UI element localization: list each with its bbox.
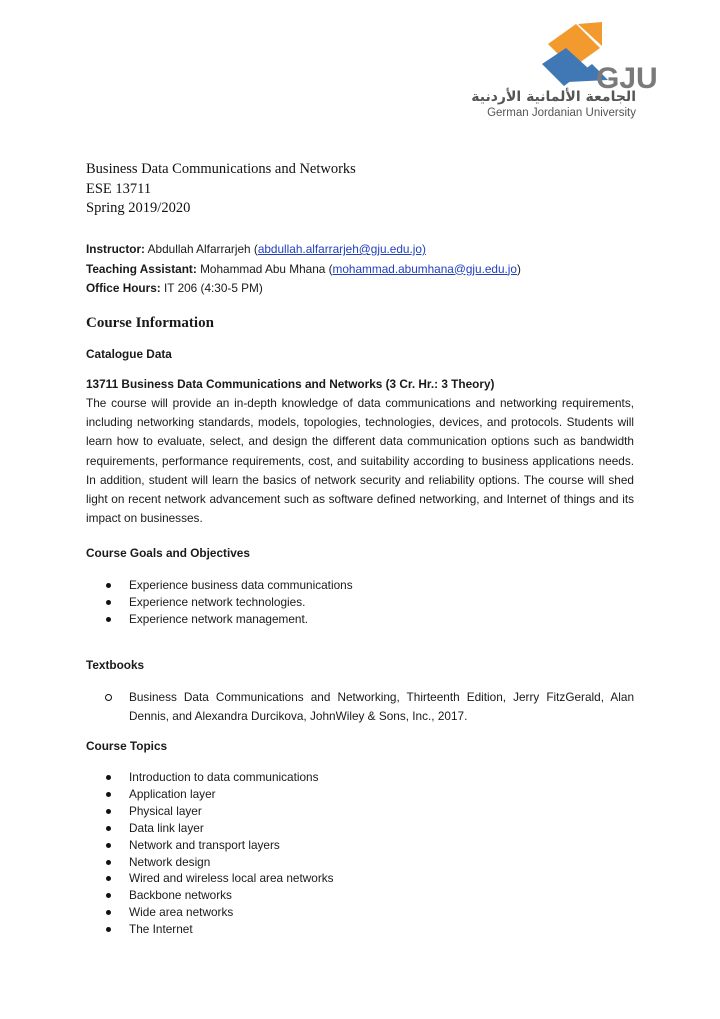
list-item-text: Network and transport layers [129,837,280,852]
semester: Spring 2019/2020 [86,200,191,216]
list-item [86,904,334,921]
list-item [86,803,334,820]
bullet-icon [106,860,111,865]
topics-heading: Course Topics [86,739,168,753]
ta-label: Teaching Assistant: [86,261,197,276]
list-item [86,820,334,837]
bullet-icon [106,809,111,814]
list-item [86,837,334,854]
office-hours-label: Office Hours: [86,281,161,295]
list-item-text: The Internet [129,922,193,937]
bullet-icon [106,826,111,831]
instructor-email-link[interactable]: abdullah.alfarrarjeh@gju.edu.jo) [257,242,426,256]
ta-line [86,260,521,280]
office-hours-value: IT 206 (4:30-5 PM) [164,281,263,295]
list-item [86,786,334,803]
list-item-text: Application layer [129,786,216,801]
bullet-icon [106,893,111,898]
list-item-text: Introduction to data communications [129,770,319,784]
textbook-item [86,688,634,726]
list-item [86,854,334,871]
bullet-icon [106,792,111,797]
bullet-icon [106,843,111,848]
list-item [86,611,353,628]
catalogue-heading: Catalogue Data [86,347,172,361]
catalogue-title: 13711 Business Data Communications and Networks (3 Cr. Hr.: 3 Theory) [86,377,495,391]
goals-heading: Course Goals and Objectives [86,546,250,560]
list-item [86,921,334,938]
ta-email-link[interactable]: mohammad.abumhana@gju.edu.jo [332,261,517,276]
bullet-icon [106,775,111,780]
list-item [86,577,353,594]
ta-close-paren: ) [516,261,521,276]
instructor-name: Abdullah Alfarrarjeh ( [147,242,258,256]
course-information-heading: Course Information [86,315,214,331]
list-item-text: Wired and wireless local area networks [129,871,334,886]
instructor-line [86,240,521,260]
bullet-icon [106,600,111,605]
instructor-label: Instructor: [86,242,145,256]
list-item-text: Wide area networks [129,905,234,920]
course-code: ESE 13711 [86,180,152,197]
list-item-text: Data link layer [129,820,204,835]
bullet-icon [106,927,111,932]
catalogue-description: The course will provide an in-depth knowledge of data communications and networking requirements, including networking standards, models, topologies, technologies, devices, and protocols. Students will learn how to evaluate, select, and design the different data communication options such as bandwidth requirements, performance requirements, cost, and suitability according to business applications needs. In addition, student will learn the basics of network security and reliability options. The course will shed light on recent network advancement such as software defined networking, and Internet of things and its impact on businesses. [86,396,634,526]
goals-list [86,577,353,628]
list-item [86,887,334,904]
list-item [86,769,334,786]
bullet-icon [106,876,111,881]
topics-list [86,769,334,938]
office-hours-line [86,279,521,299]
logo-english-text: German Jordanian University [487,107,636,119]
staff-info [86,240,521,299]
list-item-text: Network design [129,854,211,869]
list-item-text: Physical layer [129,803,202,818]
list-item [86,870,334,887]
list-item-text: Experience network technologies. [129,594,306,609]
list-item-text: Experience business data communications [129,578,353,592]
bullet-icon [106,910,111,915]
circle-bullet-icon [105,694,112,701]
list-item [86,594,353,611]
list-item-text: Experience network management. [129,611,309,626]
textbook-text: Business Data Communications and Networking, Thirteenth Edition, Jerry FitzGerald, Alan Dennis, and Alexandra Durcikova, JohnWiley & Sons, Inc., 2017. [129,690,634,724]
course-title: Business Data Communications and Networks [86,161,356,177]
list-item-text: Backbone networks [129,888,232,903]
svg-text:GJU: GJU [596,62,658,95]
textbooks-heading: Textbooks [86,658,145,672]
logo-arabic-text: الجامعة الألمانية الأردنية [471,89,636,105]
bullet-icon [106,583,111,588]
course-title-block [86,160,356,219]
bullet-icon [106,617,111,622]
ta-name: Mohammad Abu Mhana ( [200,261,333,276]
